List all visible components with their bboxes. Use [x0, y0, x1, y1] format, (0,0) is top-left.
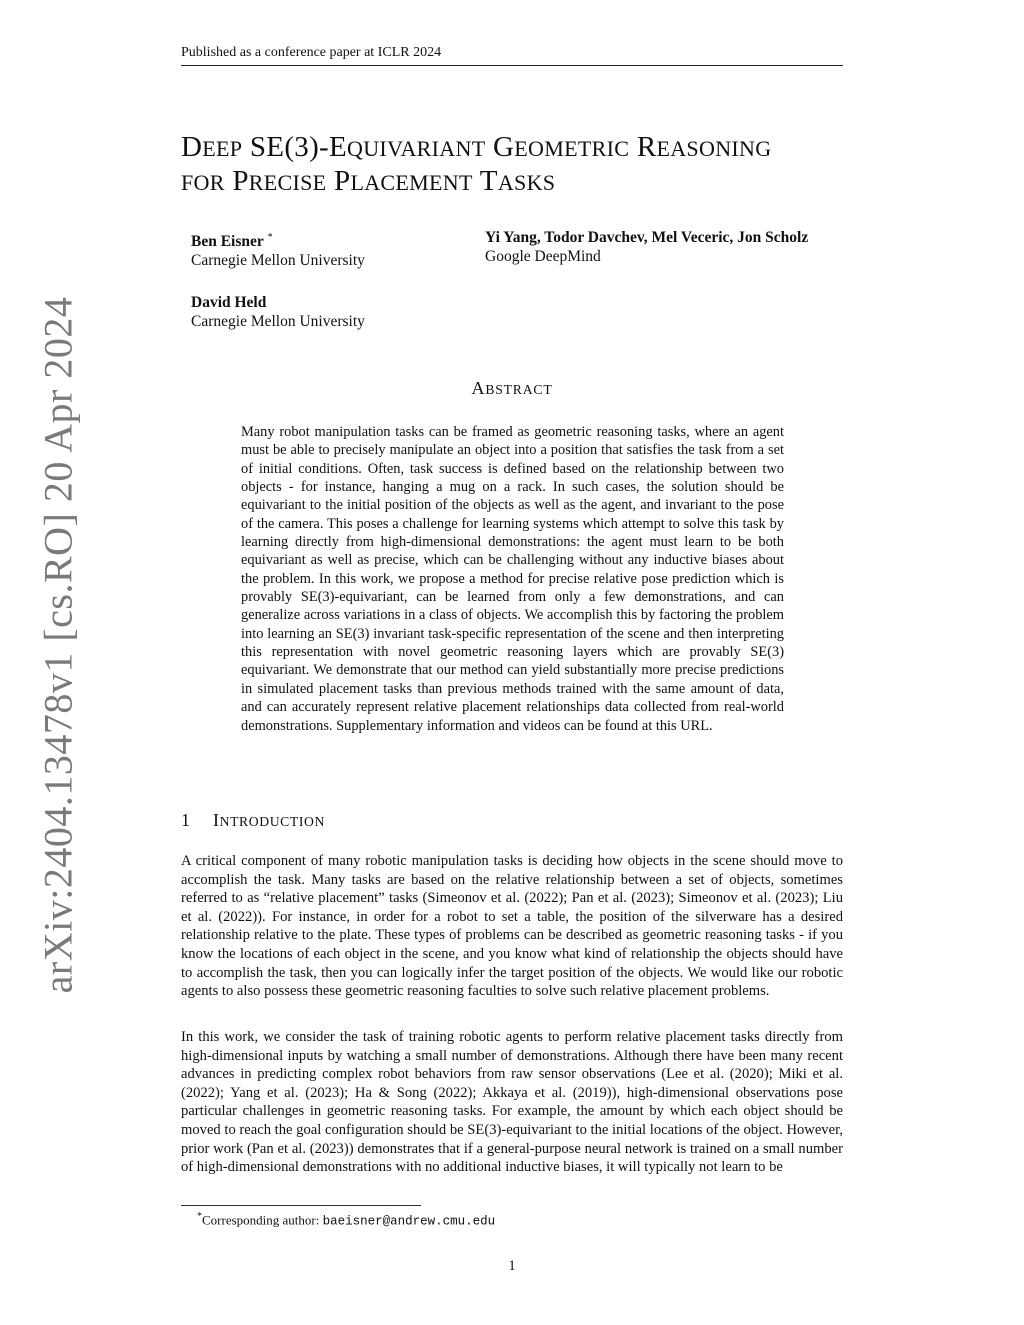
abstract-heading: ABSTRACT [471, 378, 553, 398]
section-number: 1 [181, 810, 191, 830]
author-footnote-mark: * [267, 232, 273, 243]
author-block-1 [191, 228, 365, 270]
author-block-2 [485, 228, 808, 266]
intro-paragraph-2: In this work, we consider the task of training robotic agents to perform relative placement tasks directly from high-dimensional inputs by watching a small number of demonstrations. Although there have been many recent advances in predicting complex robot behaviors from raw sensor observations (Lee et al. (2020); Miki et al. (2022); Yang et al. (2023); Ha & Song (2022); Akkaya et al. (2019)), high-dimensional observations pose particular challenges in geometric reasoning tasks. For example, the amount by which each object should be moved to reach the goal configuration should be SE(3)-equivariant to the initial locations of the object. However, prior work (Pan et al. (2023)) demonstrates that if a general-purpose neural network is trained on a small number of high-dimensional demonstrations with no additional inductive biases, it will typically not learn to be [181, 1029, 843, 1176]
section-title: INTRODUCTION [213, 810, 325, 830]
author-affiliation: Google DeepMind [485, 248, 601, 265]
footnote-mark: * [197, 1211, 202, 1222]
section-heading [181, 810, 325, 831]
footnote-email-link[interactable]: baeisner@andrew.cmu.edu [322, 1214, 496, 1229]
title-line-2: FOR PRECISE PLACEMENT TASKS [181, 165, 556, 197]
author-affiliation: Carnegie Mellon University [191, 252, 365, 270]
author-name: David Held [191, 294, 267, 311]
footnote-rule [181, 1205, 421, 1206]
page-number: 1 [508, 1258, 516, 1274]
footnote-label: Corresponding author: [202, 1212, 323, 1228]
author-name: Ben Eisner [191, 233, 264, 251]
arxiv-identifier-stamp: arXiv:2404.13478v1 [cs.RO] 20 Apr 2024 [35, 296, 81, 994]
author-affiliation: Carnegie Mellon University [191, 313, 365, 330]
paper-title [181, 131, 861, 199]
author-block-3 [191, 293, 365, 331]
running-header: Published as a conference paper at ICLR 2024 [181, 44, 843, 66]
title-line-1: DEEP SE(3)-EQUIVARIANT GEOMETRIC REASONING [181, 131, 772, 163]
abstract-text: Many robot manipulation tasks can be framed as geometric reasoning tasks, where an agent must be able to precisely manipulate an object into a position that satisfies the task from a set of initial conditions. Often, task success is defined based on the relationship between two objects - for instance, hanging a mug on a rack. In such cases, the solution should be equivariant to the initial position of the objects as well as the agent, and invariant to the pose of the camera. This poses a challenge for learning systems which attempt to solve this task by learning directly from high-dimensional demonstrations: the agent must learn to be both equivariant as well as precise, which can be challenging without any inductive biases about the problem. In this work, we propose a method for precise relative pose prediction which is provably SE(3)-equivariant, can be learned from only a few demonstrations, and can generalize across variations in a class of objects. We accomplish this by factoring the problem into learning an SE(3) invariant task-specific representation of the scene and then interpreting this representation with novel geometric reasoning layers which are provably SE(3) equivariant. We demonstrate that our method can yield substantially more precise predictions in simulated placement tasks than previous methods trained with the same amount of data, and can accurately represent relative placement relationships data collected from real-world demonstrations. Supplementary information and videos can be found at this URL. [241, 424, 784, 734]
intro-paragraph-1: A critical component of many robotic manipulation tasks is deciding how objects in the scene should move to accomplish the task. Many tasks are based on the relative relationship between a set of objects, sometimes referred to as “relative placement” tasks (Simeonov et al. (2022); Pan et al. (2023); Simeonov et al. (2023); Liu et al. (2022)). For instance, in order for a robot to set a table, the position of the silverware has a desired relationship relative to the plate. These types of problems can be described as geometric reasoning tasks - if you know the locations of each object in the scene, and you know what kind of relationship the objects should have to accomplish the task, then you can logically infer the target position of the objects. We would like our robotic agents to also possess these geometric reasoning faculties to solve such relative placement problems. [181, 853, 843, 1000]
author-name: Yi Yang, Todor Davchev, Mel Veceric, Jon Scholz [485, 229, 809, 246]
footnote [197, 1208, 495, 1230]
